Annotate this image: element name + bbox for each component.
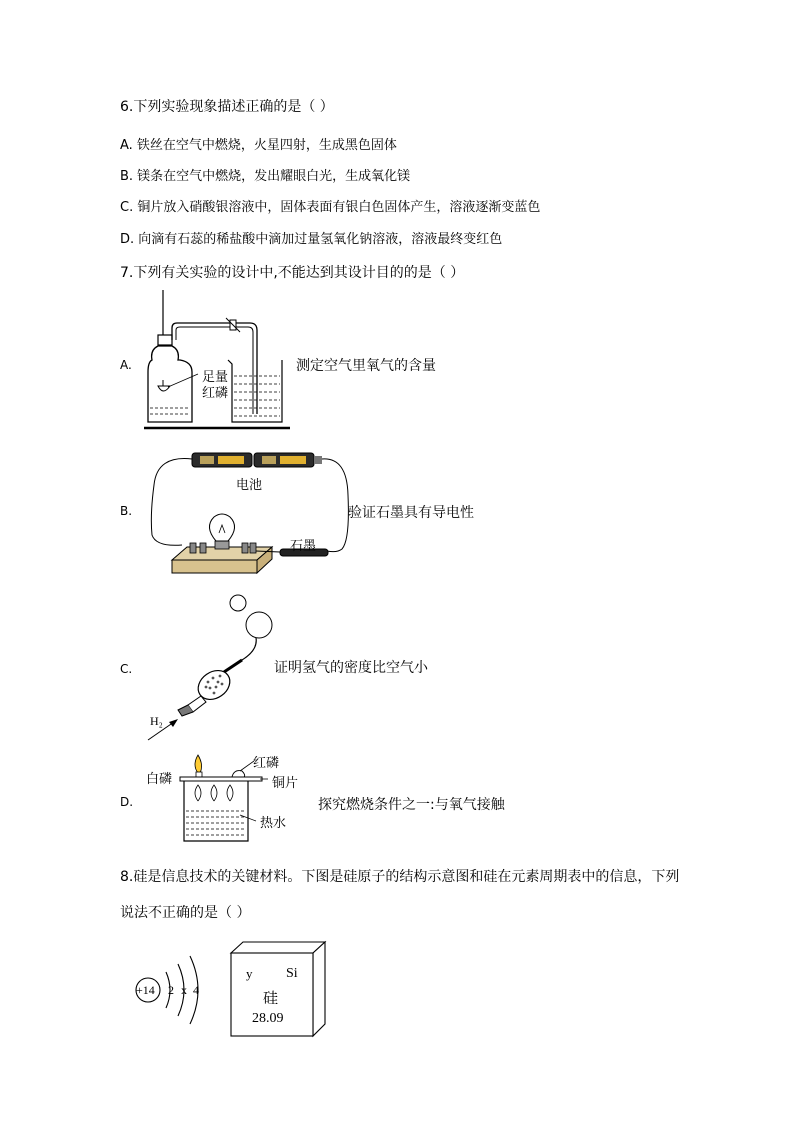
q6-option-b: B. 镁条在空气中燃烧，发出耀眼白光，生成氧化镁 bbox=[120, 169, 411, 184]
q8-atomic-number: y bbox=[246, 966, 253, 981]
q6-option-a: A. 铁丝在空气中燃烧，火星四射，生成黑色固体 bbox=[120, 138, 397, 153]
q8-element-symbol: Si bbox=[286, 966, 298, 981]
q7a-letter: A. bbox=[120, 358, 132, 372]
q7d-letter: D. bbox=[120, 795, 134, 809]
q7c-description: 证明氢气的密度比空气小 bbox=[274, 660, 428, 676]
q7a-label-sufficient: 足量 bbox=[202, 370, 229, 385]
q7-stem: 7.下列有关实验的设计中,不能达到其设计目的的是（ ） bbox=[120, 265, 465, 281]
q7b-circuit-apparatus bbox=[142, 445, 357, 580]
q7d-red-phosphorus-label: 红磷 bbox=[253, 756, 280, 771]
q8-shell2-electrons: x bbox=[181, 983, 187, 997]
q8-nucleus-charge: +14 bbox=[136, 983, 155, 997]
q7b-graphite-label: 石墨 bbox=[290, 539, 317, 554]
q8-atomic-mass: 28.09 bbox=[252, 1011, 284, 1026]
q8-stem-line2: 说法不正确的是（ ） bbox=[120, 905, 251, 921]
q7a-oxygen-apparatus bbox=[140, 290, 300, 430]
q8-shell1-electrons: 2 bbox=[168, 983, 174, 997]
q7b-battery-label: 电池 bbox=[236, 478, 263, 493]
q8-stem-line1: 8.硅是信息技术的关键材料。下图是硅原子的结构示意图和硅在元素周期表中的信息，下列 bbox=[120, 869, 680, 885]
q7c-gas-label: H₂ bbox=[150, 714, 163, 728]
q8-element-name: 硅 bbox=[263, 989, 279, 1007]
q7c-letter: C. bbox=[120, 662, 133, 676]
q6-option-d: D. 向滴有石蕊的稀盐酸中滴加过量氢氧化钠溶液，溶液最终变红色 bbox=[120, 232, 503, 247]
q7d-description: 探究燃烧条件之一:与氧气接触 bbox=[318, 797, 505, 813]
q7d-copper-label: 铜片 bbox=[272, 776, 299, 791]
q7a-label-red-phosphorus: 红磷 bbox=[202, 386, 229, 401]
q7b-description: 验证石墨具有导电性 bbox=[348, 505, 474, 521]
q6-option-c: C. 铜片放入硝酸银溶液中，固体表面有银白色固体产生，溶液逐渐变蓝色 bbox=[120, 200, 541, 215]
q7a-description: 测定空气里氧气的含量 bbox=[296, 358, 436, 374]
q7b-letter: B. bbox=[120, 504, 133, 518]
q6-stem: 6.下列实验现象描述正确的是（ ） bbox=[120, 99, 334, 115]
q8-shell3-electrons: 4 bbox=[193, 983, 199, 997]
q7d-hot-water-label: 热水 bbox=[260, 816, 287, 831]
q7d-white-phosphorus-label: 白磷 bbox=[146, 772, 173, 787]
